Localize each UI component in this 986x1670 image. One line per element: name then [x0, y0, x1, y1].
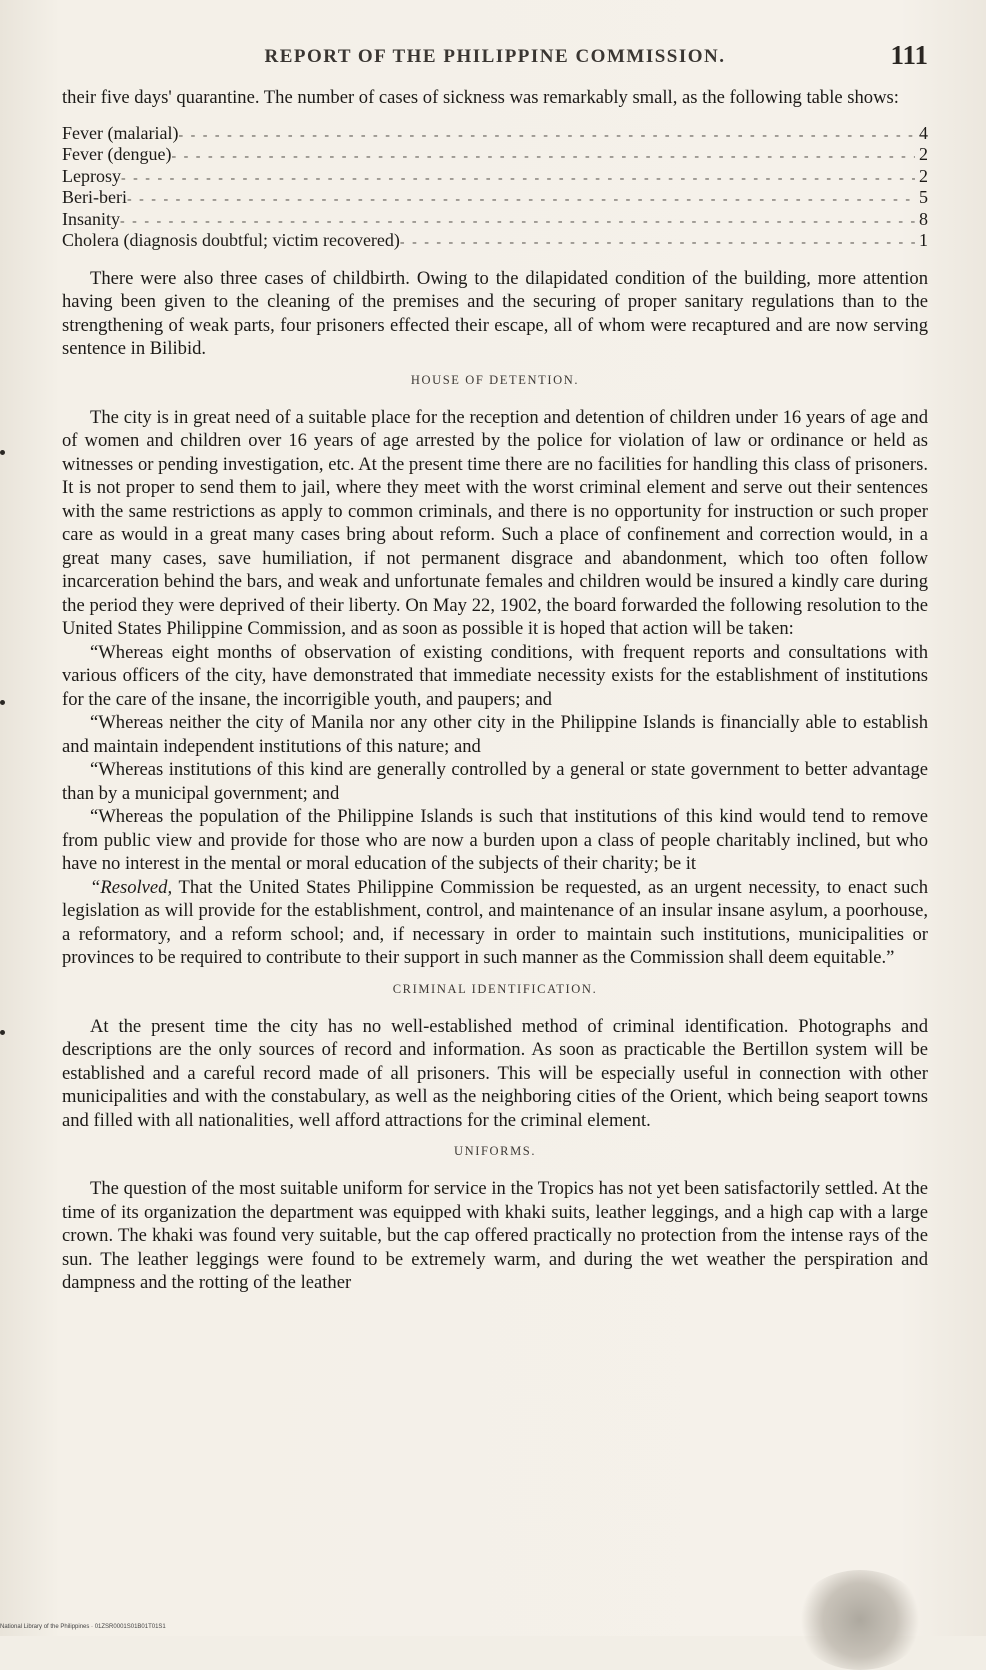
dot-leader [121, 170, 915, 189]
thumb-smudge [795, 1570, 925, 1670]
row-count: 1 [919, 230, 928, 250]
row-label: Beri-beri [62, 187, 127, 207]
table-row [62, 124, 928, 146]
page-content [62, 38, 928, 1295]
row-count: 5 [919, 187, 928, 207]
criminal-identification-paragraph: At the present time the city has no well-established method of criminal identification. Photographs and descriptions are the only sources of record and information. As soon as practicable the Bertillon system will be established and a careful record made of all prisoners. This will be especially useful in connection with other municipalities and with the constabulary, as well as the neighboring cities of the Orient, which being seaport towns and filled with all nationalities, well afford attractions for the criminal element. [62, 1015, 928, 1131]
whereas-clause: “Whereas neither the city of Manila nor any other city in the Philippine Islands is financially able to establish and maintain independent institutions of this nature; and [62, 712, 928, 757]
dot-leader [171, 148, 915, 167]
running-title: REPORT OF THE PHILIPPINE COMMISSION. [264, 46, 726, 67]
table-row [62, 188, 928, 210]
row-count: 4 [919, 122, 928, 143]
row-label: Leprosy [62, 165, 121, 186]
dot-leader [120, 213, 915, 232]
dot-leader [400, 234, 915, 253]
row-count: 2 [919, 165, 928, 186]
page-header [62, 38, 928, 86]
table-row [62, 145, 928, 167]
whereas-clause: “Whereas eight months of observation of existing conditions, with frequent reports and consultations with various officers of the city, have demonstrated that immediate necessity exists for the establishment of institutions for the care of the insane, the incorrigible youth, and paupers; and [62, 641, 928, 710]
table-row [62, 231, 928, 253]
whereas-clause: “Whereas institutions of this kind are generally controlled by a general or state government to better advantage than by a municipal government; and [62, 759, 928, 804]
house-of-detention-paragraph: The city is in great need of a suitable place for the reception and detention of children under 16 years of age and of women and children over 16 years of age arrested by the police for violation of law or ordinance or held as witnesses or pending investigation, etc. At the present time there are no facilities for handling this class of prisoners. It is not proper to send them to jail, where they meet with the worst criminal element and serve out their sentences with the same restrictions as apply to common criminals, and there is no opportunity for instruction or such proper care as would in a great many cases bring about reform. Such a place of confinement and correction would, in a great many cases, save humiliation, if not permanent disgrace and abandonment, which too often follow incarceration behind the bars, and weak and unfortunate females and children would be insured a kindly care during the period they were deprived of their liberty. On May 22, 1902, the board forwarded the following resolution to the United States Philippine Commission, and as soon as possible it is hoped that action will be taken: [62, 406, 928, 639]
resolved-clause [62, 876, 928, 970]
row-label: Fever (malarial) [62, 122, 179, 143]
margin-mark [0, 450, 5, 455]
section-heading-house-of-detention: HOUSE OF DETENTION. [410, 372, 580, 387]
childbirth-paragraph: There were also three cases of childbirth. Owing to the dilapidated condition of the building, more attention having been given to the cleaning of the premises and the securing of proper sanitary regulations than to the strengthening of weak parts, four prisoners effected their escape, all of whom were recaptured and are now serving sentence in Bilibid. [62, 267, 928, 359]
dot-leader [127, 191, 915, 210]
row-label: Cholera (diagnosis doubtful; victim recovered) [62, 230, 400, 250]
row-count: 2 [919, 144, 928, 164]
row-label: Insanity [62, 208, 120, 229]
uniforms-paragraph: The question of the most suitable uniform for service in the Tropics has not yet been satisfactorily settled. At the time of its organization the department was equipped with khaki suits, leather leggings, and a high cap with a large crown. The khaki was found very suitable, but the cap offered practically no protection from the intense rays of the sun. The leather leggings were found to be extremely warm, and during the wet weather the perspiration and dampness and the rotting of the leather [62, 1178, 928, 1293]
row-label: Fever (dengue) [62, 144, 172, 164]
table-row [62, 167, 928, 189]
row-count: 8 [919, 208, 928, 229]
intro-paragraph: their five days' quarantine. The number of cases of sickness was remarkably small, as the following table shows: [62, 87, 899, 108]
resolved-word: “Resolved, [90, 876, 173, 898]
margin-mark [0, 700, 5, 705]
section-heading-criminal-identification: CRIMINAL IDENTIFICATION. [392, 981, 598, 996]
dot-leader [178, 127, 915, 146]
sickness-table [62, 124, 928, 253]
table-row [62, 210, 928, 232]
section-heading-uniforms: UNIFORMS. [453, 1144, 537, 1158]
margin-mark [0, 1030, 5, 1035]
footer-credit: National Library of the Philippines · 01ZSR0001S01B01T01S1 [0, 1624, 166, 1630]
resolved-text: That the United States Philippine Commission be requested, as an urgent necessity, to enact such legislation as will provide for the establishment, control, and maintenance of an insular insane asylum, a poorhouse, a reformatory, and a reform school; and, if necessary in order to maintain such institutions, municipalities or provinces to be required to contribute to their support in such manner as the Commission shall deem equitable.” [62, 876, 928, 968]
page-number: 111 [890, 40, 928, 70]
whereas-clause: “Whereas the population of the Philippine Islands is such that institutions of this kind would tend to remove from public view and provide for those who are now a burden upon a class of people charitably inclined, but who have no interest in the mental or moral education of the subjects of their charity; be it [62, 806, 928, 874]
